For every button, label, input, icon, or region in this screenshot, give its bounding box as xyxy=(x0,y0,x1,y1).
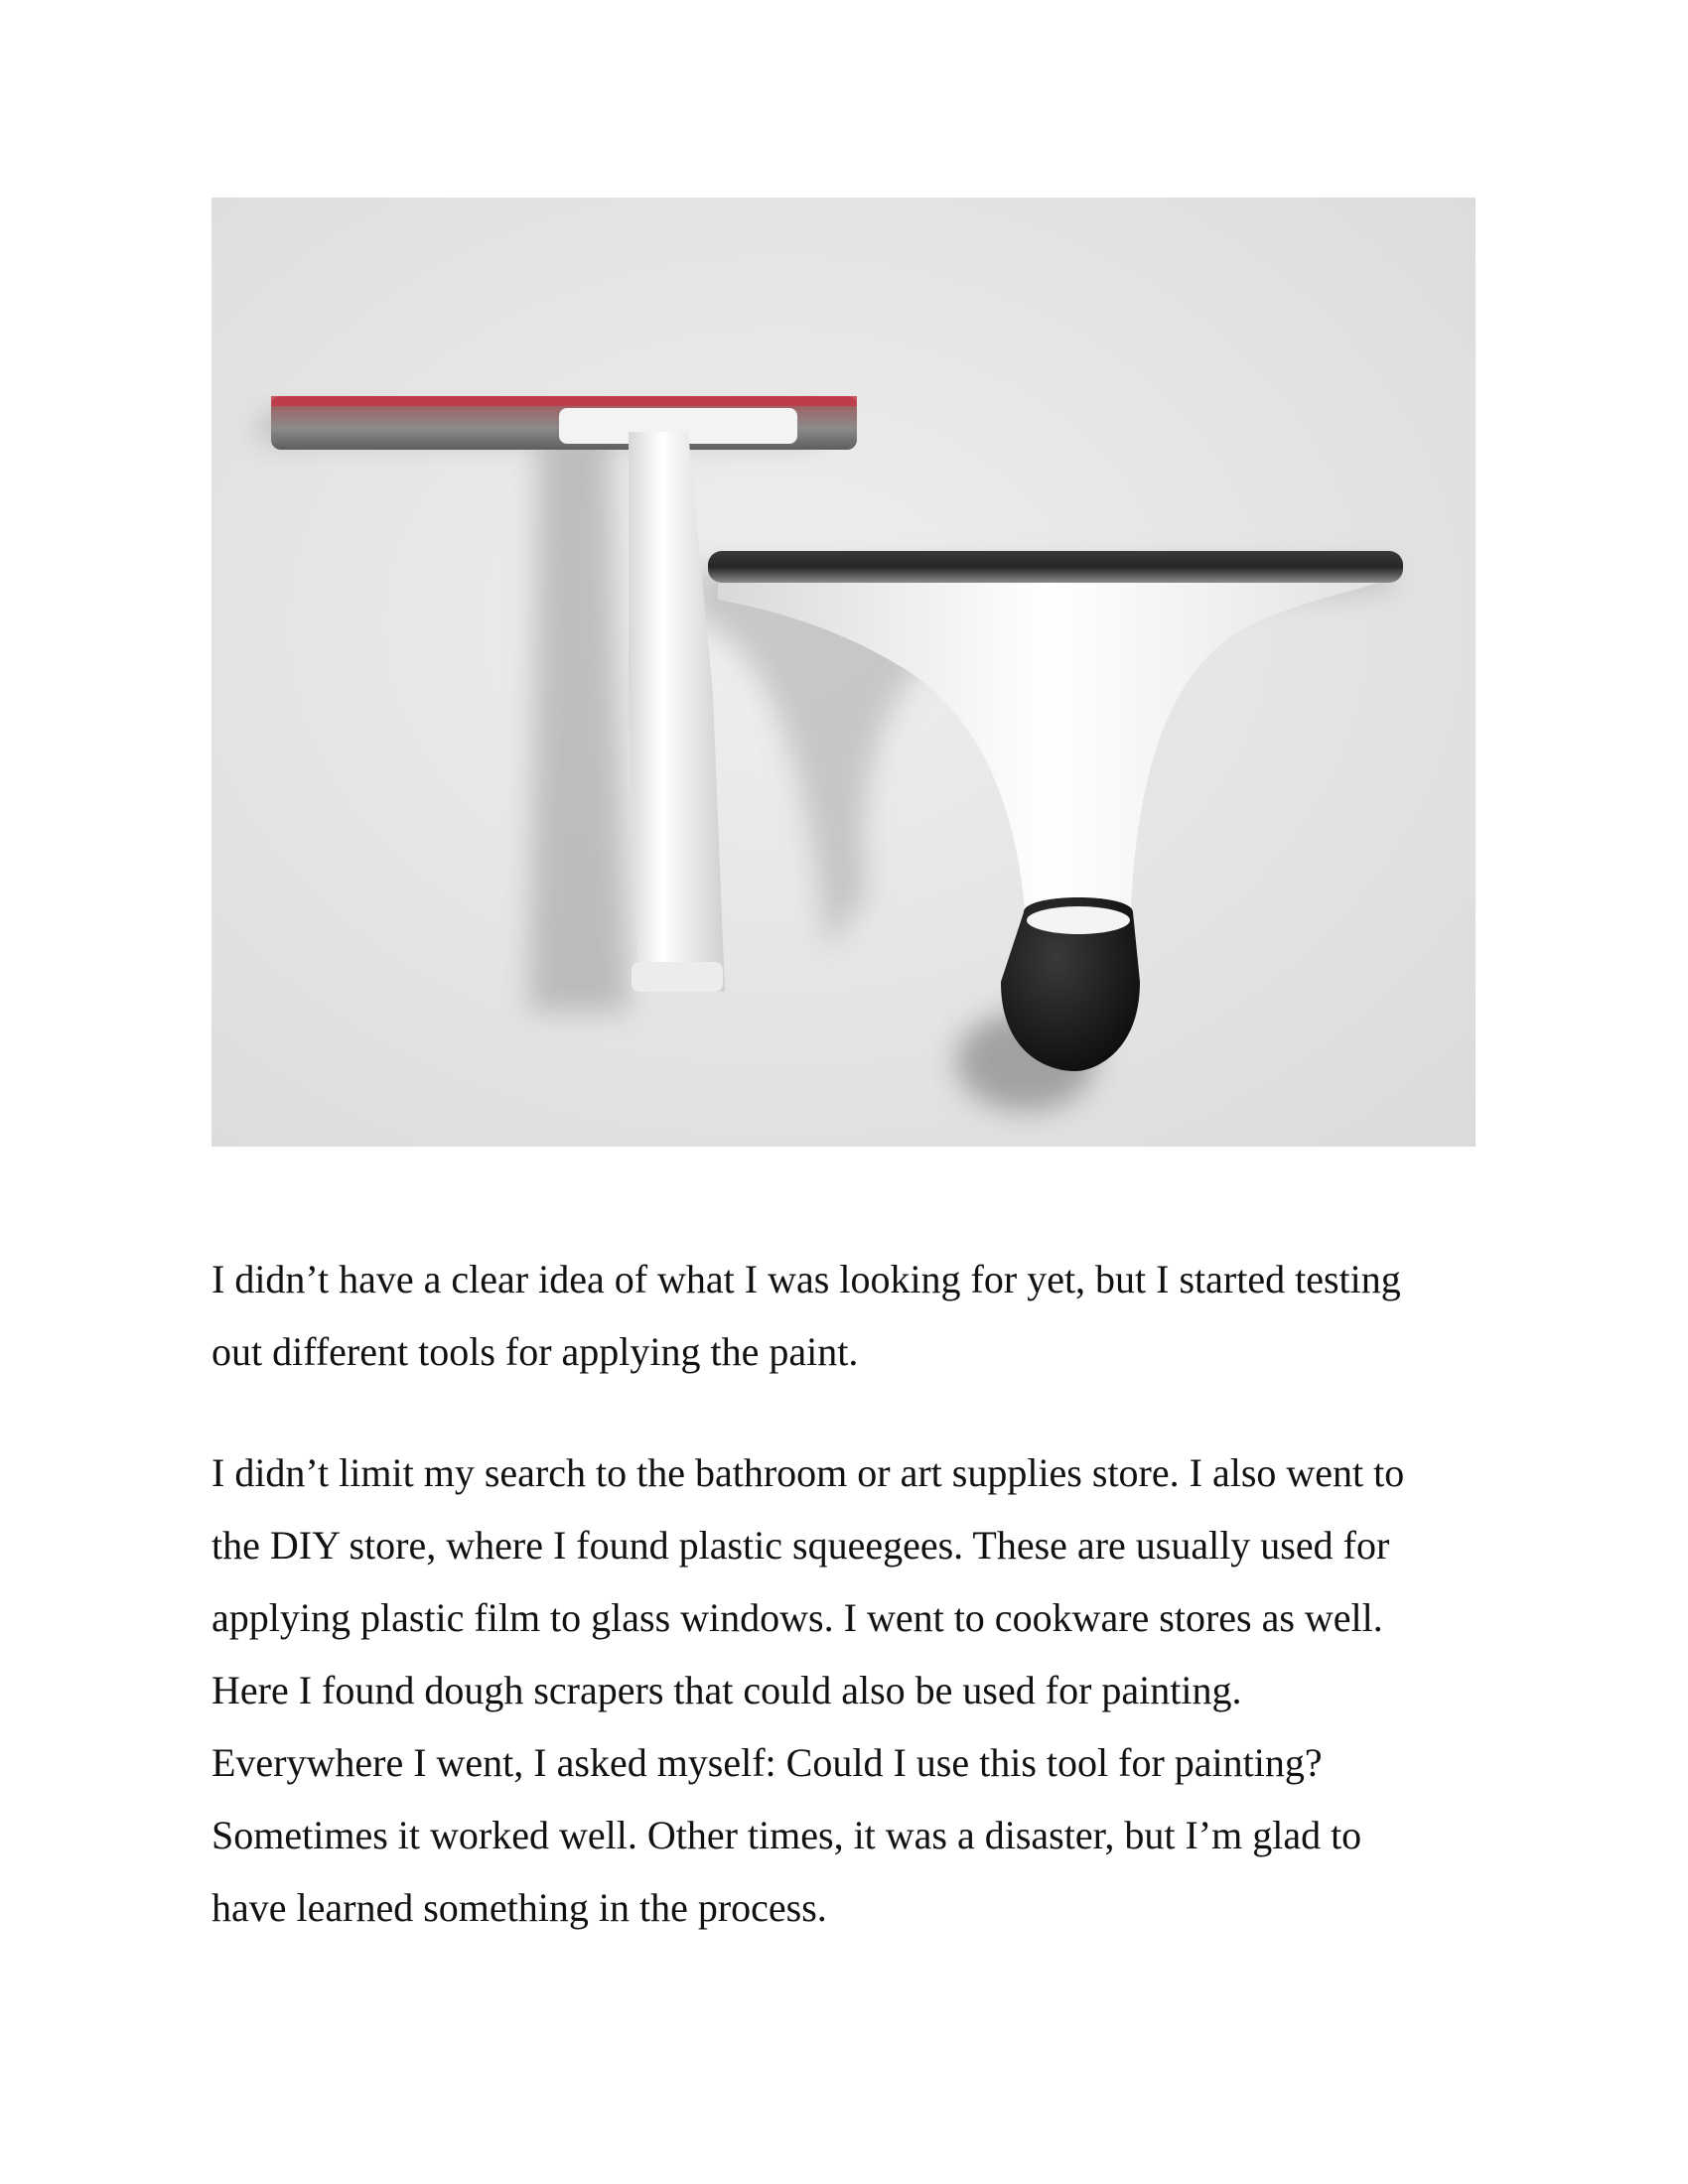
paragraph-1: I didn’t have a clear idea of what I was looking for yet, but I started testing out different tools for applying the paint. xyxy=(211,1257,1401,1374)
body-text xyxy=(211,1243,1492,1944)
paragraph-2: I didn’t limit my search to the bathroom or art supplies store. I also went to the DIY store, where I found plastic squeegees. These are usually used for applying plastic film to glass windows. I went to cookware stores as well. Here I found dough scrapers that could also be used for painting. Everywhere I went, I asked myself: Could I use this tool for painting? Sometimes it worked well. Other times, it was a disaster, but I’m glad to have learned something in the process. xyxy=(211,1450,1405,1930)
squeegee-photo xyxy=(211,198,1476,1147)
